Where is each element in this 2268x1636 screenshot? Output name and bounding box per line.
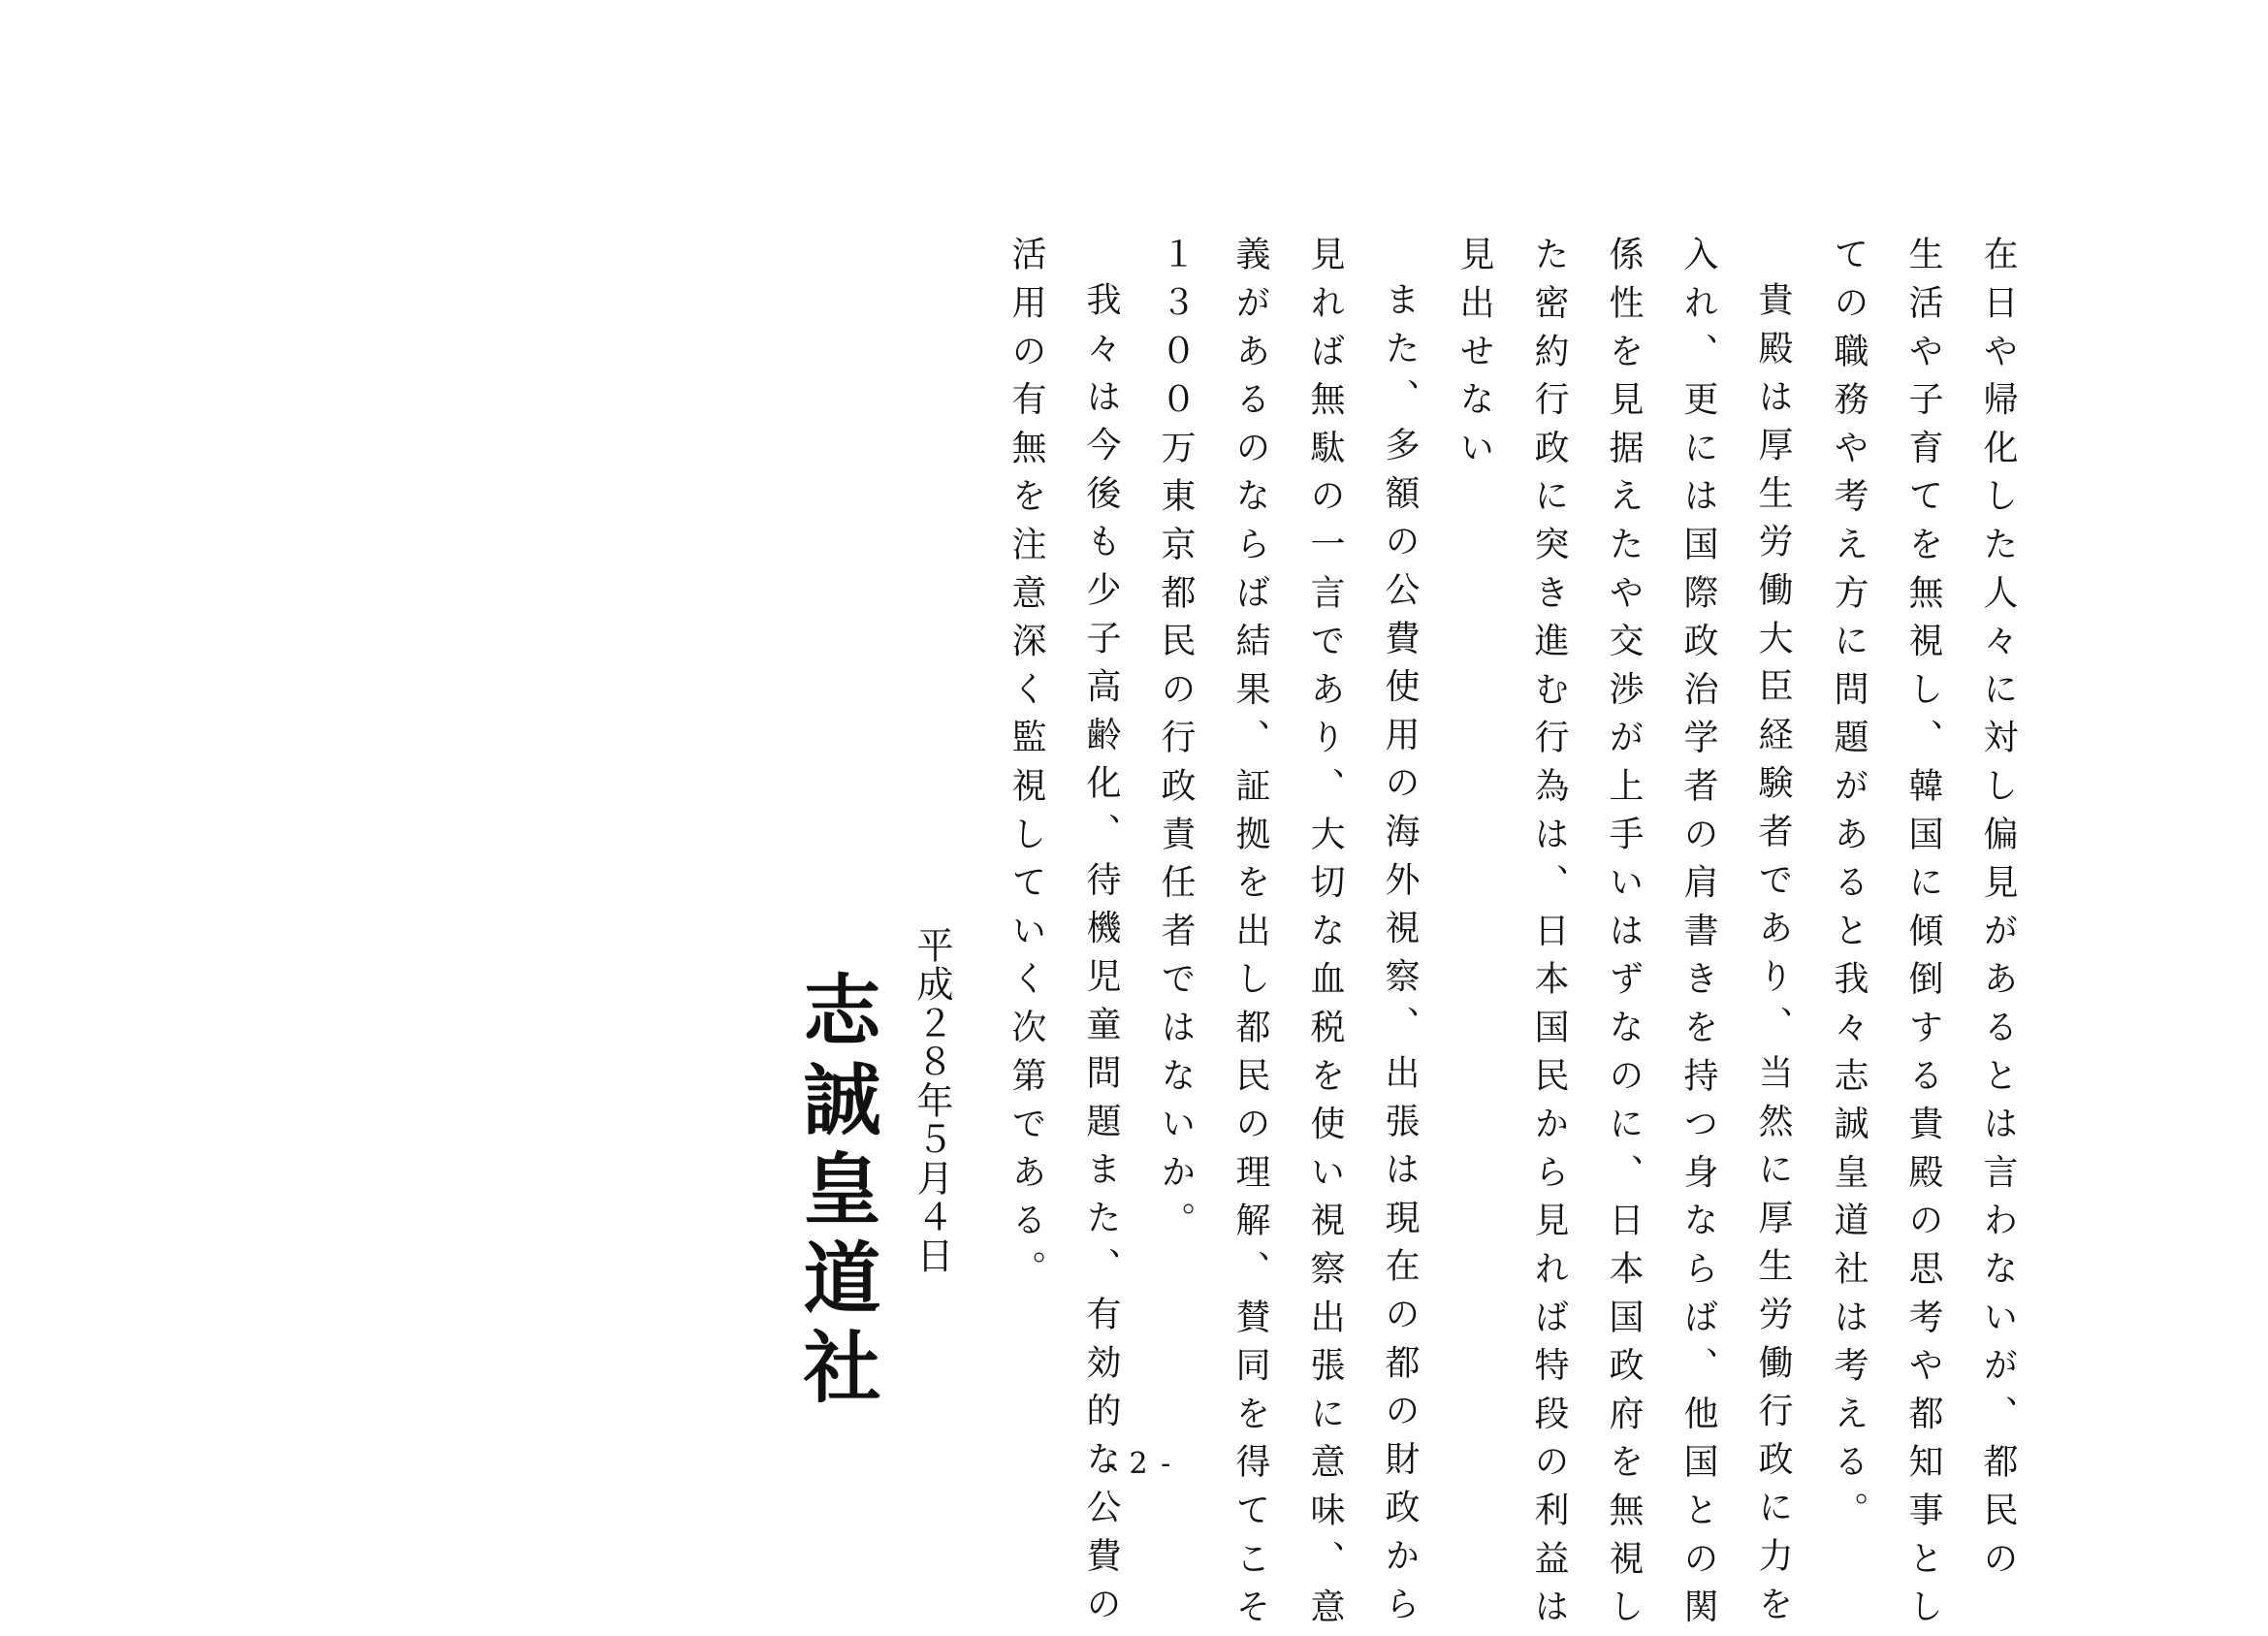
organization-signature: 志誠皇道社 [790, 970, 881, 1416]
text-column: また、多額の公費使用の海外視察、出張は現在の都の財政から [1380, 281, 1420, 1634]
text-column: 在日や帰化した人々に対し偏見があるとは言わないが、都民の [1978, 236, 2018, 1588]
text-column: 見出せない [1454, 236, 1494, 477]
document-date: 平成２８年５月４日 [910, 926, 953, 1275]
text-column: ての職務や考え方に問題があると我々志誠皇道社は考える。 [1829, 236, 1869, 1540]
text-column: 見れば無駄の一言であり、大切な血税を使い視察出張に意味、意 [1305, 236, 1345, 1636]
text-column: 生活や子育てを無視し、韓国に傾倒する貴殿の思考や都知事とし [1903, 236, 1943, 1636]
text-column: 活用の有無を注意深く監視していく次第である。 [1006, 236, 1046, 1299]
text-column: 係性を見据えたや交渉が上手いはずなのに、日本国政府を無視し [1604, 236, 1644, 1636]
text-column: 入れ、更には国際政治学者の肩書きを持つ身ならば、他国との関 [1678, 236, 1718, 1636]
page-number: - 2 - [1105, 1447, 1173, 1481]
text-column: １３００万東京都民の行政責任者ではないか。 [1156, 236, 1196, 1250]
text-column: 我々は今後も少子高齢化、待機児童問題また、有効的な公費の [1081, 281, 1121, 1634]
text-column: た密約行政に突き進む行為は、日本国民から見れば特段の利益は [1529, 236, 1569, 1636]
text-column: 義があるのならば結果、証拠を出し都民の理解、賛同を得てこそ [1230, 236, 1270, 1636]
text-column: 貴殿は厚生労働大臣経験者であり、当然に厚生労働行政に力を [1753, 281, 1793, 1634]
